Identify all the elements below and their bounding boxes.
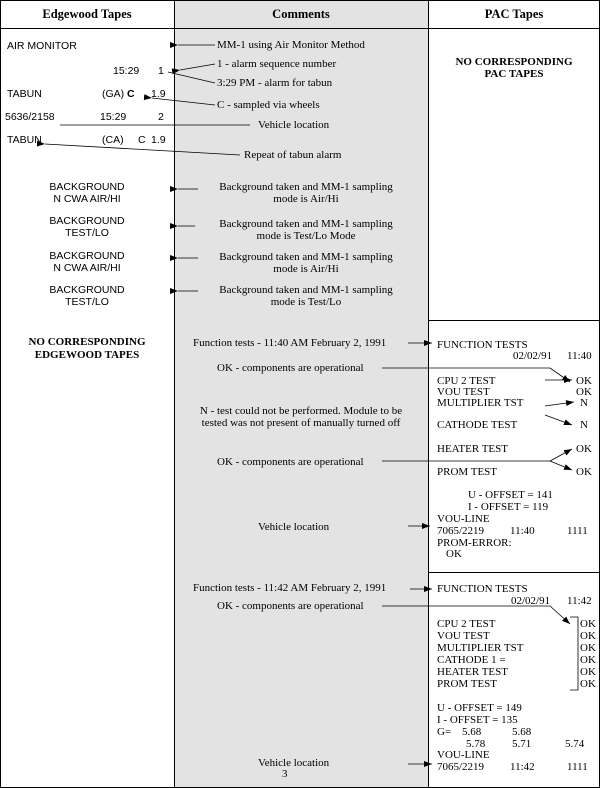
prom-error-ok: OK: [446, 548, 462, 560]
background-2-line-2: TEST/LO: [65, 227, 109, 239]
comment-bg3-line-1: Background taken and MM-1 sampling: [219, 251, 393, 263]
i-offset-1: I - OFFSET = 119: [468, 501, 549, 513]
g-value-3: 5.78: [466, 738, 486, 750]
vou-line-2: VOU-LINE: [437, 749, 490, 761]
tabun-label-2: TABUN: [7, 134, 42, 146]
location-2: 7065/2219: [437, 761, 485, 773]
multiplier-test-1: MULTIPLIER TST: [437, 397, 524, 409]
heater-ok-2: OK: [580, 666, 596, 678]
prom-ok-1: OK: [576, 466, 592, 478]
cpu-ok-2: OK: [580, 618, 596, 630]
comment-wheels: C - sampled via wheels: [217, 99, 320, 111]
header-edgewood: Edgewood Tapes: [42, 7, 132, 21]
prom-test-1: PROM TEST: [437, 466, 498, 478]
function-tests-date-2: 02/02/91: [511, 595, 551, 607]
value-1: 1.9: [151, 88, 166, 100]
c-label-1: C: [127, 88, 135, 100]
comment-repeat: Repeat of tabun alarm: [244, 149, 342, 161]
comment-bg3-line-2: mode is Air/Hi: [273, 263, 339, 275]
comment-function-tests-1: Function tests - 11:40 AM February 2, 1991: [193, 337, 387, 349]
g-value-1: 5.68: [462, 726, 482, 738]
no-corresponding-edgewood-line-1: NO CORRESPONDING: [28, 336, 146, 348]
background-1-line-2: N CWA AIR/HI: [53, 193, 121, 205]
background-3-line-2: N CWA AIR/HI: [53, 262, 121, 274]
location-time-2: 11:42: [510, 761, 535, 773]
c-label-2: C: [138, 134, 146, 146]
cpu-ok-1: OK: [576, 375, 592, 387]
background-2-line-1: BACKGROUND: [49, 215, 125, 227]
header-pac: PAC Tapes: [484, 7, 544, 21]
no-corresponding-pac-line-2: PAC TAPES: [484, 68, 544, 80]
alarm-time-2: 15:29: [100, 111, 127, 123]
cathode-ok-2: OK: [580, 654, 596, 666]
comment-ok-1: OK - components are operational: [217, 362, 364, 374]
comment-bg4-line-2: mode is Test/Lo: [270, 296, 342, 308]
vou-test-2: VOU TEST: [437, 630, 490, 642]
location-num-2: 1111: [567, 761, 588, 773]
u-offset-1: U - OFFSET = 141: [468, 489, 553, 501]
location-1: 7065/2219: [437, 525, 485, 537]
comment-bg1-line-2: mode is Air/Hi: [273, 193, 339, 205]
cathode-test-1: CATHODE TEST: [437, 419, 518, 431]
prom-ok-2: OK: [580, 678, 596, 690]
comment-n-line-1: N - test could not be performed. Module to be: [199, 405, 403, 417]
no-corresponding-pac-line-1: NO CORRESPONDING: [455, 56, 573, 68]
comment-bg2-line-1: Background taken and MM-1 sampling: [219, 218, 393, 230]
comment-ok-2: OK - components are operational: [217, 456, 364, 468]
alarm-seq-2: 2: [158, 111, 164, 123]
comment-mm1: MM-1 using Air Monitor Method: [217, 39, 365, 51]
vou-line-1: VOU-LINE: [437, 513, 490, 525]
function-tests-date-1: 02/02/91: [513, 350, 553, 362]
g-value-5: 5.74: [565, 738, 585, 750]
tabun-label-1: TABUN: [7, 88, 42, 100]
vou-ok-1: OK: [576, 386, 592, 398]
prom-test-2: PROM TEST: [437, 678, 498, 690]
alarm-time-1: 15:29: [113, 65, 140, 77]
page-number: 3: [282, 768, 288, 780]
u-offset-2: U - OFFSET = 149: [437, 702, 522, 714]
background-4-line-2: TEST/LO: [65, 296, 109, 308]
location-time-1: 11:40: [510, 525, 535, 537]
comment-function-tests-2: Function tests - 11:42 AM February 2, 1991: [193, 582, 387, 594]
function-tests-time-1: 11:40: [567, 350, 592, 362]
ga-label: (GA): [102, 88, 125, 100]
comment-vehicle-1: Vehicle location: [258, 119, 330, 131]
comment-ok-3: OK - components are operational: [217, 600, 364, 612]
alarm-seq-1: 1: [158, 65, 164, 77]
ca-label: (CA): [102, 134, 124, 146]
comment-bg1-line-1: Background taken and MM-1 sampling: [219, 181, 393, 193]
function-tests-time-2: 11:42: [567, 595, 592, 607]
comment-bg4-line-1: Background taken and MM-1 sampling: [219, 284, 393, 296]
location-num-1: 1111: [567, 525, 588, 537]
comment-alarm: 3:29 PM - alarm for tabun: [217, 77, 333, 89]
comment-n-line-2: tested was not present of manually turned off: [201, 417, 401, 429]
prom-error: PROM-ERROR:: [437, 537, 512, 549]
comment-bg2-line-2: mode is Test/Lo Mode: [256, 230, 356, 242]
comment-vehicle-2: Vehicle location: [258, 521, 330, 533]
location-code: 5636/2158: [5, 111, 55, 123]
multiplier-ok-2: OK: [580, 642, 596, 654]
function-tests-title-1: FUNCTION TESTS: [437, 339, 528, 351]
comment-vehicle-3: Vehicle location: [258, 757, 330, 769]
no-corresponding-edgewood-line-2: EDGEWOOD TAPES: [34, 349, 140, 361]
vou-test-1: VOU TEST: [437, 386, 490, 398]
i-offset-2: I - OFFSET = 135: [437, 714, 518, 726]
g-label: G=: [437, 726, 452, 738]
air-monitor-label: AIR MONITOR: [7, 40, 77, 52]
vou-ok-2: OK: [580, 630, 596, 642]
heater-test-1: HEATER TEST: [437, 443, 508, 455]
background-4-line-1: BACKGROUND: [49, 284, 125, 296]
multiplier-n-1: N: [580, 397, 588, 409]
background-3-line-1: BACKGROUND: [49, 250, 125, 262]
cathode-test-2: CATHODE 1 =: [437, 654, 506, 666]
background-1-line-1: BACKGROUND: [49, 181, 125, 193]
comment-seq: 1 - alarm sequence number: [217, 58, 337, 70]
value-2: 1.9: [151, 134, 166, 146]
heater-test-2: HEATER TEST: [437, 666, 508, 678]
cathode-n-1: N: [580, 419, 588, 431]
g-value-2: 5.68: [512, 726, 532, 738]
function-tests-title-2: FUNCTION TESTS: [437, 583, 528, 595]
multiplier-test-2: MULTIPLIER TST: [437, 642, 524, 654]
cpu-test-2: CPU 2 TEST: [437, 618, 496, 630]
cpu-test-1: CPU 2 TEST: [437, 375, 496, 387]
header-comments: Comments: [272, 7, 330, 21]
heater-ok-1: OK: [576, 443, 592, 455]
g-value-4: 5.71: [512, 738, 532, 750]
